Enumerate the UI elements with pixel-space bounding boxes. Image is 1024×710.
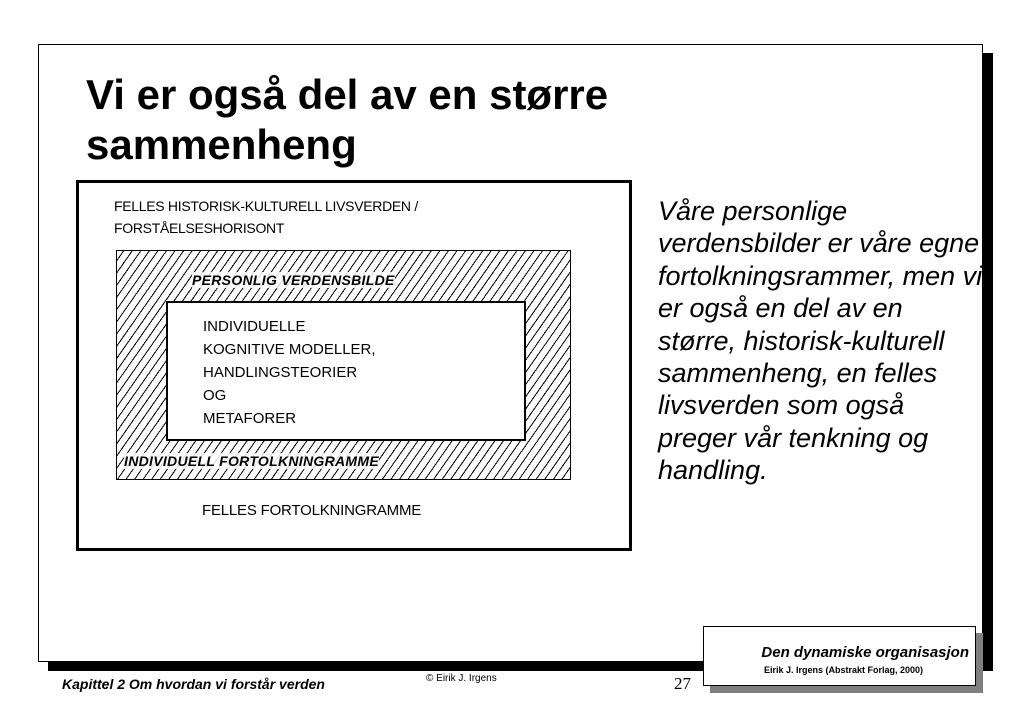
brand-subtitle: Eirik J. Irgens (Abstrakt Forlag, 2000) bbox=[763, 665, 923, 675]
outer-title-line-1: FELLES HISTORISK-KULTURELL LIVSVERDEN / bbox=[114, 198, 418, 214]
outer-title-line-2: FORSTÅELSESHORISONT bbox=[114, 220, 285, 236]
inner-line: KOGNITIVE MODELLER, bbox=[203, 341, 376, 358]
shared-lifeworld-title bbox=[114, 195, 554, 239]
brand-title: Den dynamiske organisasjon bbox=[761, 644, 969, 661]
slide-title-line-1: Vi er også del av en større bbox=[86, 71, 609, 118]
inner-line: HANDLINGSTEORIER bbox=[203, 364, 358, 381]
individual-frame-label-text: INDIVIDUELL FORTOLKNINGRAMME bbox=[124, 453, 379, 469]
copyright-footer: © Eirik J. Irgens bbox=[426, 673, 497, 684]
inner-line: INDIVIDUELLE bbox=[203, 318, 306, 335]
slide-title-line-2: sammenheng bbox=[86, 121, 357, 168]
brand-box bbox=[703, 626, 976, 686]
personal-worldview-label bbox=[192, 272, 395, 288]
chapter-footer: Kapittel 2 Om hvordan vi forstår verden bbox=[62, 676, 325, 692]
page-number: 27 bbox=[674, 674, 691, 693]
shared-frame-label: FELLES FORTOLKNINGRAMME bbox=[202, 502, 422, 519]
inner-line: OG bbox=[203, 387, 227, 404]
side-explanation bbox=[658, 195, 988, 487]
personal-worldview-label-text: PERSONLIG VERDENSBILDE bbox=[192, 272, 395, 288]
slide-title bbox=[86, 70, 706, 170]
individual-frame-label bbox=[124, 453, 379, 469]
side-explanation-text: Våre personlige verdensbilder er våre egne fortolkningsrammer, men vi er også en del av en større, historisk-kulturell sammenheng, en felles livsverden som også preger vår tenkning og handling. bbox=[658, 196, 983, 486]
inner-line: METAFORER bbox=[203, 410, 297, 427]
individual-models-text bbox=[203, 315, 376, 430]
